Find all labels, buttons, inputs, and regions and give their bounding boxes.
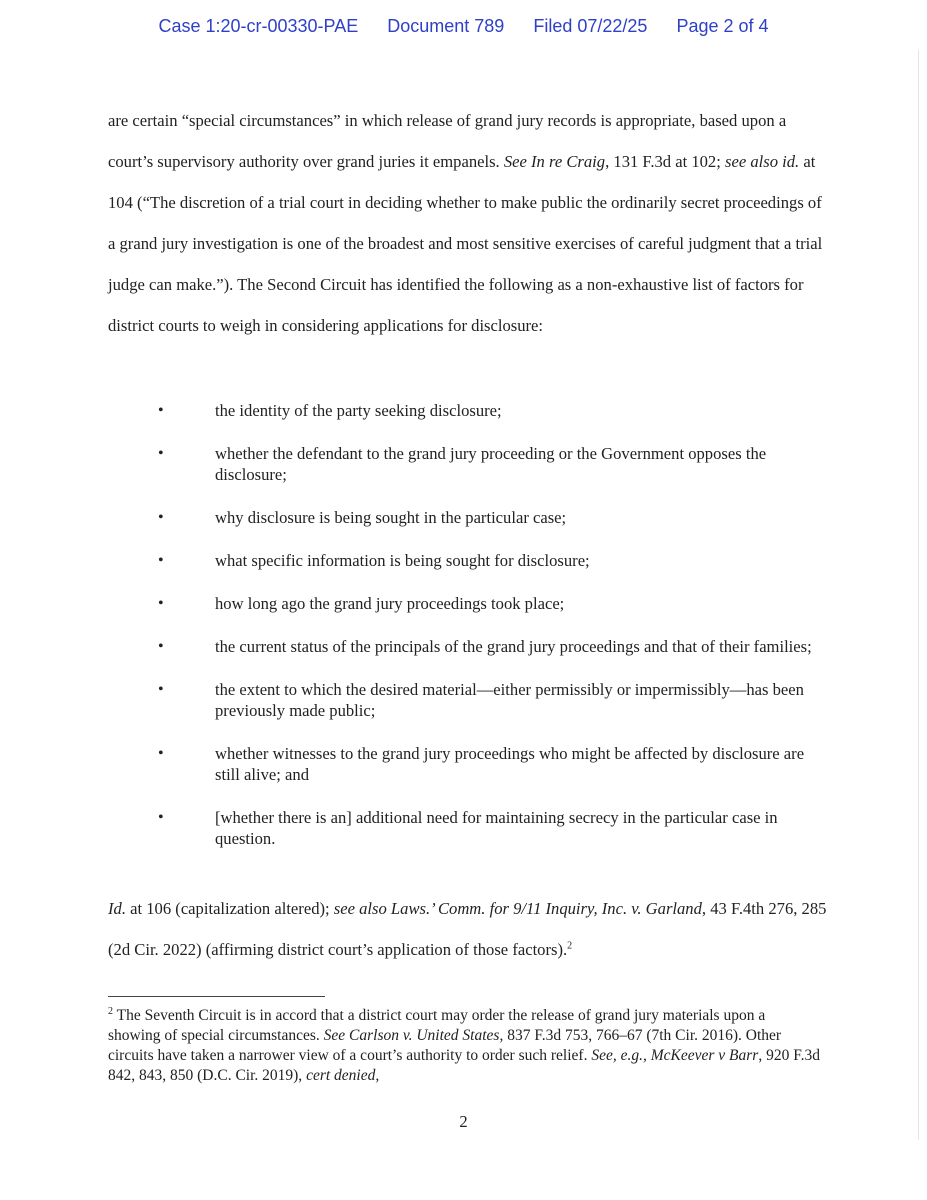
bullet-icon: • [158,745,164,762]
case-number: Case 1:20-cr-00330-PAE [158,16,359,36]
text-run: at 104 (“The discretion of a trial court in deciding whether to make public the ordinarily secret proceedings of a grand jury investigation is one of the broadest and most sensitive exercises of careful judgment that a trial judge can make.”). The Second Circuit has identified the following as a non-exhaustive list of factors for district courts to weigh in considering applications for disclosure: [108,152,823,335]
bullet-icon: • [158,809,164,826]
footnote-number: 2 [108,1005,113,1017]
footnote-reference[interactable]: 2 [567,940,573,952]
citation: See, e.g., McKeever v Barr [591,1047,759,1064]
factor-text: [whether there is an] additional need for maintaining secrecy in the particular case in question. [215,808,778,848]
footnote-divider [108,996,325,997]
footnote-2 [108,1006,820,1086]
factor-text: whether the defendant to the grand jury proceeding or the Government opposes the disclosure; [215,444,767,484]
bullet-icon: • [158,595,164,612]
text-run: , 43 F.4th 276, 285 (2d Cir. 2022) (affirming district court’s application of those factors). [108,899,827,959]
ecf-header [0,16,927,37]
factor-item [108,636,820,657]
factor-item [108,400,820,421]
text-run: , 920 F.3d 842, 843, 850 (D.C. Cir. 2019), [108,1047,820,1084]
bullet-icon: • [158,402,164,419]
page-number: 2 [459,1112,468,1131]
factor-item [108,593,820,614]
citation: See In re Craig [503,152,606,171]
factor-text: whether witnesses to the grand jury proceedings who might be affected by disclosure are still alive; and [215,744,805,784]
factor-text: the current status of the principals of the grand jury proceedings and that of their families; [215,637,812,656]
document-number: Document 789 [387,16,505,36]
factor-item [108,550,820,571]
citation: see also id. [725,152,800,171]
factor-item [108,679,820,721]
page-indicator: Page 2 of 4 [676,16,769,36]
scan-edge-line [918,50,919,1140]
filed-date: Filed 07/22/25 [533,16,648,36]
body-paragraph-1 [108,100,828,346]
factor-list [108,400,820,871]
bullet-icon: • [158,638,164,655]
body-paragraph-2 [108,888,828,970]
factor-item [108,807,820,849]
text-run: are certain “special circumstances” in which release of grand jury records is appropriate, based upon a court’s supervisory authority over grand juries it empanels. [108,111,787,171]
text-run: at 106 (capitalization altered); [125,899,334,918]
citation: Id. [108,899,126,918]
factor-text: how long ago the grand jury proceedings took place; [215,594,565,613]
factor-text: why disclosure is being sought in the particular case; [215,508,567,527]
citation: cert denied, [306,1067,380,1084]
text-run: , 131 F.3d at 102; [605,152,725,171]
citation: See Carlson v. United States [323,1027,500,1044]
bullet-icon: • [158,445,164,462]
factor-text: the identity of the party seeking disclosure; [215,401,502,420]
factor-item [108,507,820,528]
text-run: The Seventh Circuit is in accord that a district court may order the release of grand jury materials upon a showing of special circumstances. [108,1007,766,1044]
factor-item [108,443,820,485]
bullet-icon: • [158,509,164,526]
factor-text: what specific information is being sought for disclosure; [215,551,590,570]
citation: see also Laws.’ Comm. for 9/11 Inquiry, Inc. v. Garland [333,899,702,918]
factor-text: the extent to which the desired material—either permissibly or impermissibly—has been previously made public; [215,680,804,720]
factor-item [108,743,820,785]
text-run: , 837 F.3d 753, 766–67 (7th Cir. 2016). Other circuits have taken a narrower view of a court’s authority to order such relief. [108,1027,782,1064]
bullet-icon: • [158,681,164,698]
bullet-icon: • [158,552,164,569]
